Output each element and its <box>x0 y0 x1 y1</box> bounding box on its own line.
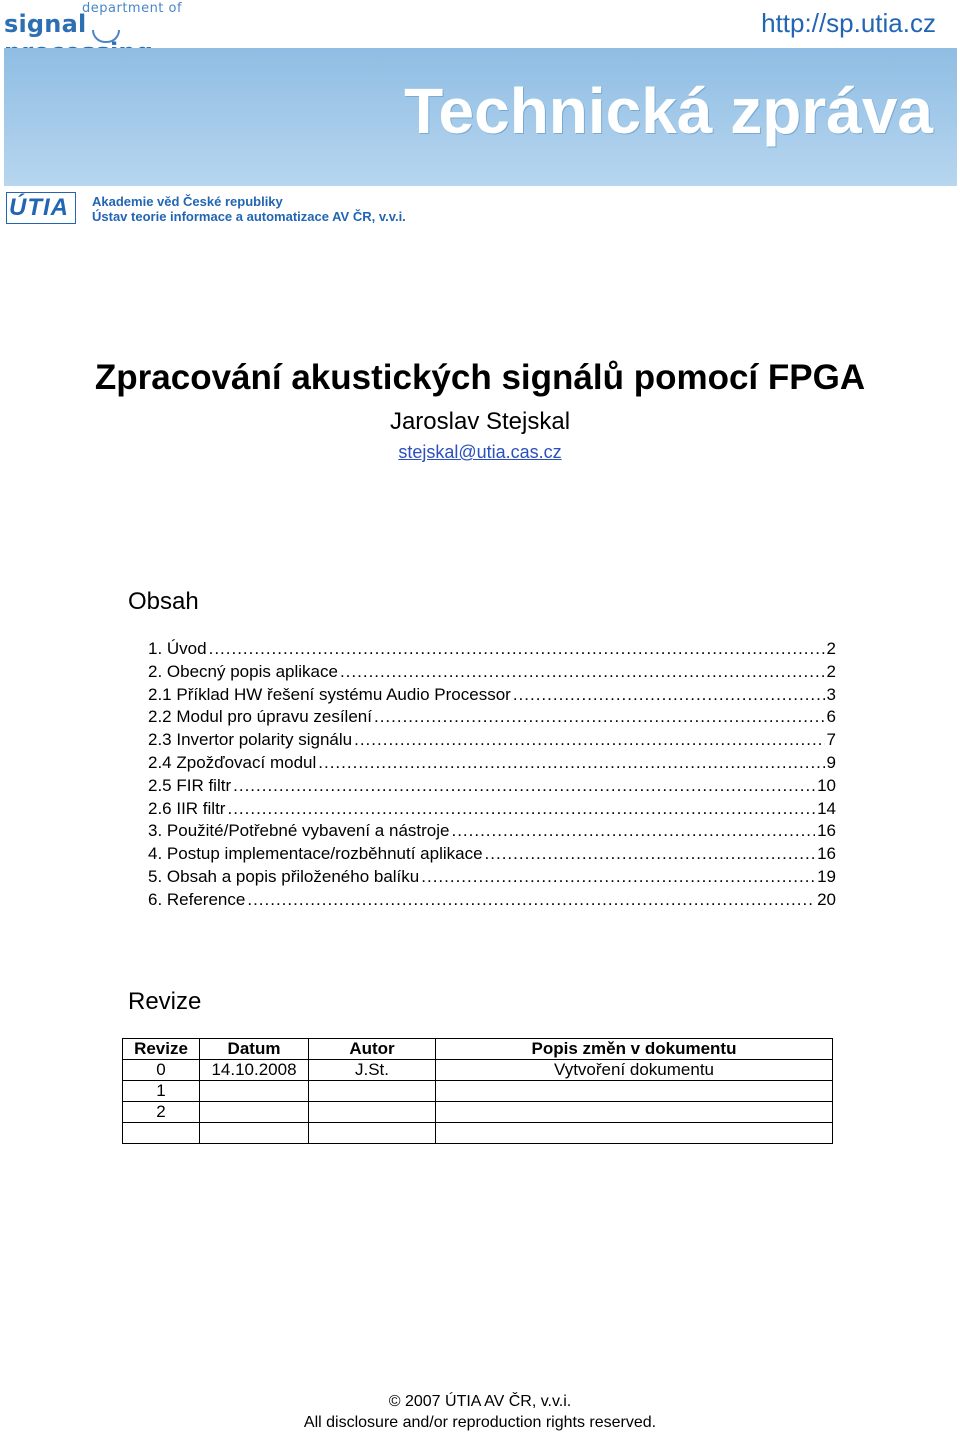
toc-item-page: 20 <box>817 889 836 909</box>
toc-item-label: 2.6 IIR filtr <box>148 798 226 818</box>
toc-item-page: 9 <box>826 752 836 772</box>
revisions-heading: Revize <box>128 988 202 1015</box>
toc-item[interactable] <box>148 889 836 912</box>
toc-item-page: 3 <box>826 684 836 704</box>
author-name: Jaroslav Stejskal <box>389 408 571 435</box>
footer-rights: All disclosure and/or reproduction rights reserved. <box>303 1414 657 1431</box>
toc-item-label: 1. Úvod <box>148 639 207 658</box>
table-of-contents <box>148 638 836 912</box>
revisions-table <box>122 1038 833 1144</box>
table-cell <box>436 1123 833 1144</box>
table-cell: 0 <box>123 1060 200 1081</box>
toc-leader <box>374 706 825 729</box>
column-header: Autor <box>309 1039 436 1060</box>
table-cell: Vytvoření dokumentu <box>436 1060 833 1081</box>
signal-processing-logo <box>4 0 204 44</box>
toc-heading: Obsah <box>128 588 199 615</box>
toc-leader <box>513 684 825 707</box>
table-cell <box>436 1081 833 1102</box>
table-cell: 1 <box>123 1081 200 1102</box>
toc-item[interactable] <box>148 684 836 707</box>
institution-line-1: Akademie věd České republiky <box>92 194 283 209</box>
table-row <box>123 1102 833 1123</box>
toc-item[interactable] <box>148 706 836 729</box>
author-email-link[interactable]: stejskal@utia.cas.cz <box>398 442 562 462</box>
table-row <box>123 1060 833 1081</box>
toc-leader <box>318 752 824 775</box>
toc-item-label: 2.5 FIR filtr <box>148 775 232 795</box>
toc-item-page: 7 <box>826 730 836 750</box>
toc-item-page: 14 <box>817 798 836 818</box>
logo-dept-text: department of <box>82 1 183 16</box>
toc-leader <box>247 889 815 912</box>
table-cell <box>309 1123 436 1144</box>
header-banner <box>4 48 957 186</box>
toc-item-page: 2 <box>826 639 836 658</box>
toc-item-label: 6. Reference <box>148 889 246 909</box>
toc-item-page: 16 <box>817 821 836 841</box>
table-cell <box>200 1102 309 1123</box>
table-cell: 14.10.2008 <box>200 1060 309 1081</box>
table-row <box>123 1081 833 1102</box>
utia-logo-text: ÚTIA <box>9 194 69 221</box>
table-cell <box>200 1123 309 1144</box>
table-cell <box>200 1081 309 1102</box>
toc-item[interactable] <box>148 661 836 684</box>
toc-item-label: 2.1 Příklad HW řešení systému Audio Processor <box>148 684 511 704</box>
table-row <box>123 1123 833 1144</box>
toc-leader <box>209 638 825 661</box>
column-header: Revize <box>123 1039 200 1060</box>
utia-logo <box>6 192 78 226</box>
toc-item-page: 6 <box>826 707 836 727</box>
toc-item[interactable] <box>148 843 836 866</box>
toc-item[interactable] <box>148 638 836 661</box>
column-header: Datum <box>200 1039 309 1060</box>
banner-title: Technická zpráva <box>404 75 933 147</box>
toc-item-label: 4. Postup implementace/rozběhnutí aplikace <box>148 844 483 864</box>
toc-leader <box>421 866 815 889</box>
toc-item-label: 2. Obecný popis aplikace <box>148 661 338 681</box>
toc-leader <box>354 729 824 752</box>
toc-leader <box>451 820 815 843</box>
institution-name <box>92 194 406 224</box>
toc-item-page: 19 <box>817 866 836 886</box>
table-cell <box>309 1081 436 1102</box>
table-cell <box>123 1123 200 1144</box>
toc-leader <box>227 798 815 821</box>
toc-item[interactable] <box>148 775 836 798</box>
logo-name-text: signal <box>4 10 87 38</box>
column-header: Popis změn v dokumentu <box>436 1039 833 1060</box>
table-cell <box>436 1102 833 1123</box>
toc-item-page: 2 <box>826 661 836 681</box>
site-url-link[interactable]: http://sp.utia.cz <box>761 8 936 38</box>
footer-copyright: © 2007 ÚTIA AV ČR, v.v.i. <box>388 1393 572 1410</box>
institution-line-2: Ústav teorie informace a automatizace AV ČR, v.v.i. <box>92 209 406 224</box>
toc-item[interactable] <box>148 866 836 889</box>
toc-item-label: 2.4 Zpožďovací modul <box>148 752 317 772</box>
document-title: Zpracování akustických signálů pomocí FPGA <box>94 358 866 397</box>
toc-leader <box>485 843 816 866</box>
table-cell <box>309 1102 436 1123</box>
table-header-row <box>123 1039 833 1060</box>
toc-item-label: 5. Obsah a popis přiloženého balíku <box>148 866 420 886</box>
toc-item-page: 16 <box>817 844 836 864</box>
toc-item-label: 3. Použité/Potřebné vybavení a nástroje <box>148 821 450 841</box>
toc-item-label: 2.2 Modul pro úpravu zesílení <box>148 707 372 727</box>
toc-leader <box>233 775 815 798</box>
toc-item[interactable] <box>148 820 836 843</box>
toc-item-page: 10 <box>817 775 836 795</box>
table-cell: 2 <box>123 1102 200 1123</box>
table-cell: J.St. <box>309 1060 436 1081</box>
toc-item[interactable] <box>148 798 836 821</box>
toc-item-label: 2.3 Invertor polarity signálu <box>148 730 353 750</box>
toc-leader <box>340 661 825 684</box>
toc-item[interactable] <box>148 752 836 775</box>
toc-item[interactable] <box>148 729 836 752</box>
